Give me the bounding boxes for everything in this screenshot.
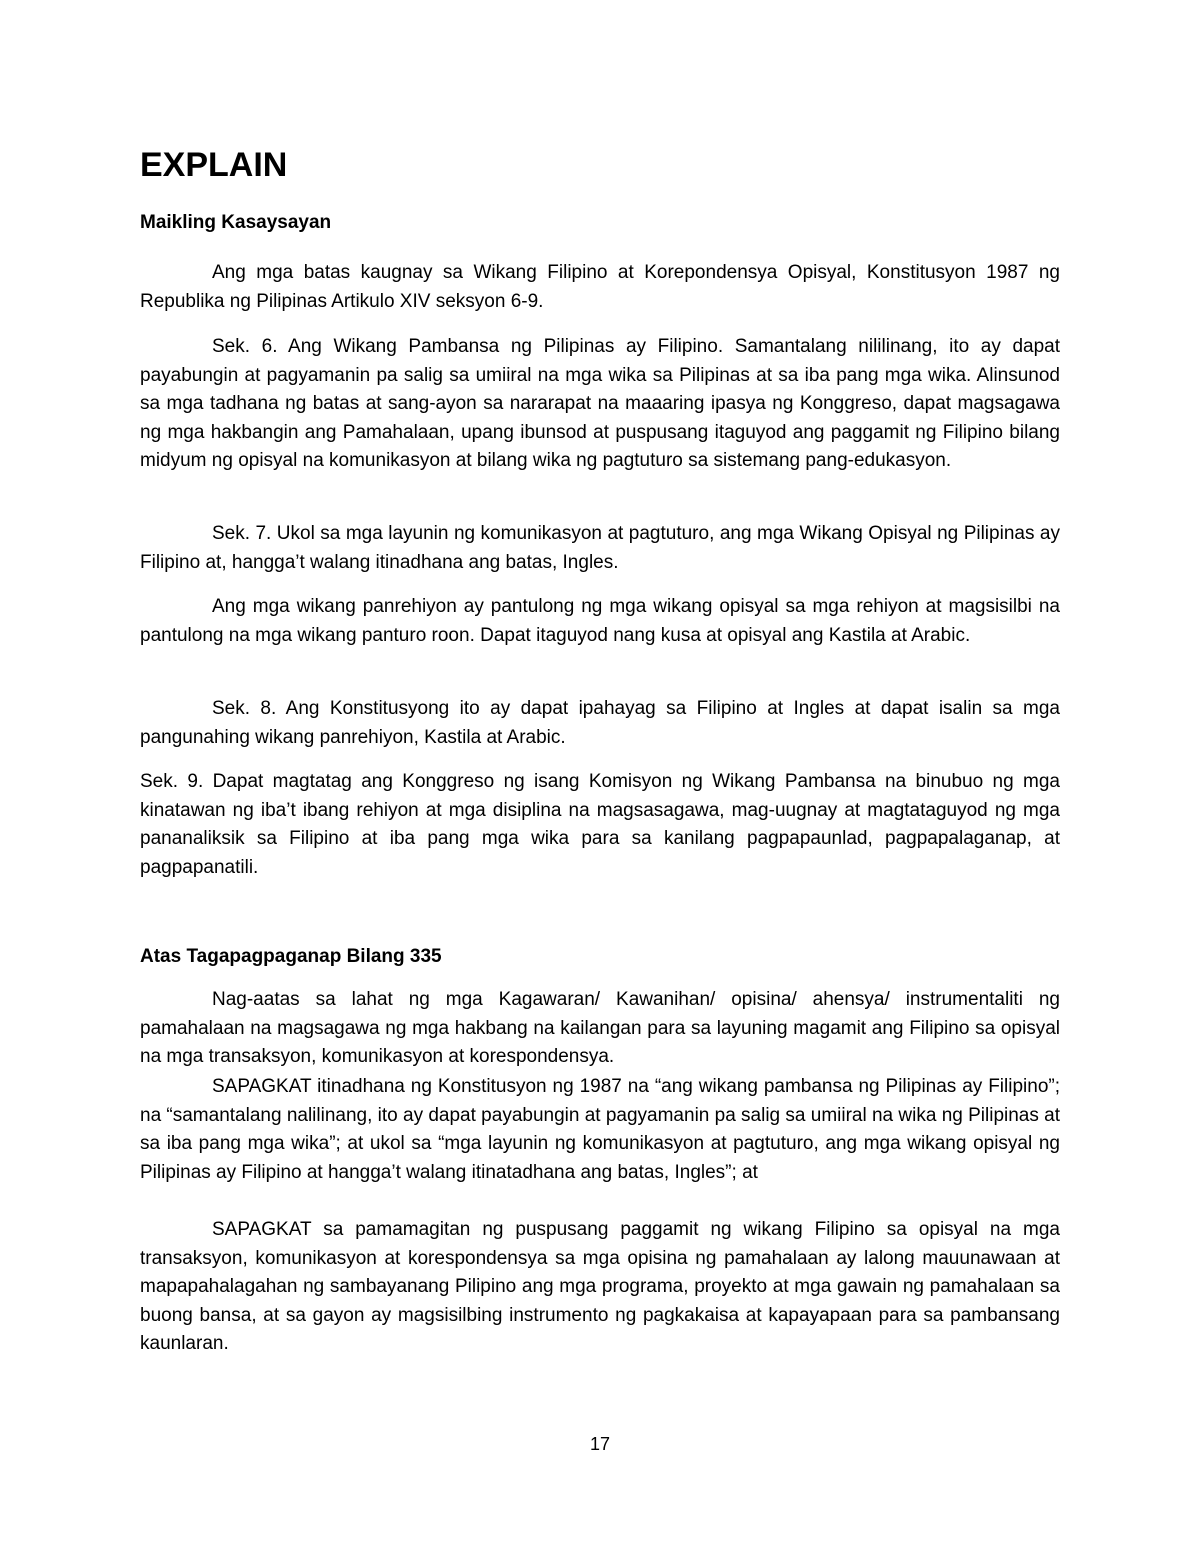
paragraph-sapagkat-2: SAPAGKAT sa pamamagitan ng puspusang paggamit ng wikang Filipino sa opisyal na mga transaksyon, komunikasyon at korespondensya sa mga opisina ng pamahalaan ay lalong mauunawaan at mapapahalagahan ng sambayanang Pilipino ang mga programa, proyekto at mga gawain ng pamahalaan sa buong bansa, at sa gayon ay magsisilbing instrumento ng pagkakaisa at kapayapaan para sa pambansang kaunlaran. bbox=[140, 1219, 1060, 1354]
paragraph-sapagkat-1: SAPAGKAT itinadhana ng Konstitusyon ng 1987 na “ang wikang pambansa ng Pilipinas ay Filipino”; na “samantalang nalilinang, ito ay dapat payabungin at pagyamanin pa salig sa umiiral na wika ng Pilipinas at sa iba pang mga wika”; at ukol sa “mga layunin ng komunikasyon at pagtuturo, ang mga wikang opisyal ng Pilipinas ay Filipino at hangga’t walang itinatadhana ang batas, Ingles”; at bbox=[140, 1076, 1060, 1183]
paragraph-sek-6: Sek. 6. Ang Wikang Pambansa ng Pilipinas ay Filipino. Samantalang nililinang, ito ay dapat payabungin at pagyamanin pa salig sa umiiral na mga wika sa Pilipinas at sa iba pang mga wika. Alinsunod sa mga tadhana ng batas at sang-ayon sa nararapat na maaaring ipasya ng Konggreso, dapat magsagawa ng mga hakbangin ang Pamahalaan, upang ibunsod at puspusang itaguyod ang paggamit ng Filipino bilang midyum ng opisyal na komunikasyon at bilang wika ng pagtuturo sa sistemang pang-edukasyon. bbox=[140, 336, 1060, 471]
page-number: 17 bbox=[589, 1434, 611, 1454]
paragraph-sek-8: Sek. 8. Ang Konstitusyong ito ay dapat ipahayag sa Filipino at Ingles at dapat isalin sa mga pangunahing wikang panrehiyon, Kastila at Arabic. bbox=[140, 698, 1060, 748]
page-title: EXPLAIN bbox=[140, 146, 288, 184]
paragraph-atas-intro: Nag-aatas sa lahat ng mga Kagawaran/ Kawanihan/ opisina/ ahensya/ instrumentaliti ng pamahalaan na magsagawa ng mga hakbang na kailangan para sa layuning magamit ang Filipino sa opisyal na mga transaksyon, komunikasyon at korespondensya. bbox=[140, 989, 1060, 1067]
paragraph-sek-9: Sek. 9. Dapat magtatag ang Konggreso ng isang Komisyon ng Wikang Pambansa na binubuo ng mga kinatawan ng iba’t ibang rehiyon at mga disiplina na magsasagawa, mag-uugnay at magtataguyod ng mga pananaliksik sa Filipino at iba pang mga wika para sa kanilang pagpapaunlad, pagpapalaganap, at pagpapanatili. bbox=[140, 771, 1060, 878]
section-heading-maikling-kasaysayan: Maikling Kasaysayan bbox=[140, 212, 332, 233]
paragraph-sek-7-continued: Ang mga wikang panrehiyon ay pantulong ng mga wikang opisyal sa mga rehiyon at magsisilbi na pantulong na mga wikang panturo roon. Dapat itaguyod nang kusa at opisyal ang Kastila at Arabic. bbox=[140, 596, 1060, 646]
paragraph-sek-7: Sek. 7. Ukol sa mga layunin ng komunikasyon at pagtuturo, ang mga Wikang Opisyal ng Pilipinas ay Filipino at, hangga’t walang itinadhana ang batas, Ingles. bbox=[140, 523, 1060, 573]
section-heading-atas-tagapagpaganap: Atas Tagapagpaganap Bilang 335 bbox=[140, 946, 442, 967]
paragraph-intro: Ang mga batas kaugnay sa Wikang Filipino at Korepondensya Opisyal, Konstitusyon 1987 ng Republika ng Pilipinas Artikulo XIV seksyon 6-9. bbox=[140, 262, 1060, 312]
document-page bbox=[140, 0, 1060, 1553]
